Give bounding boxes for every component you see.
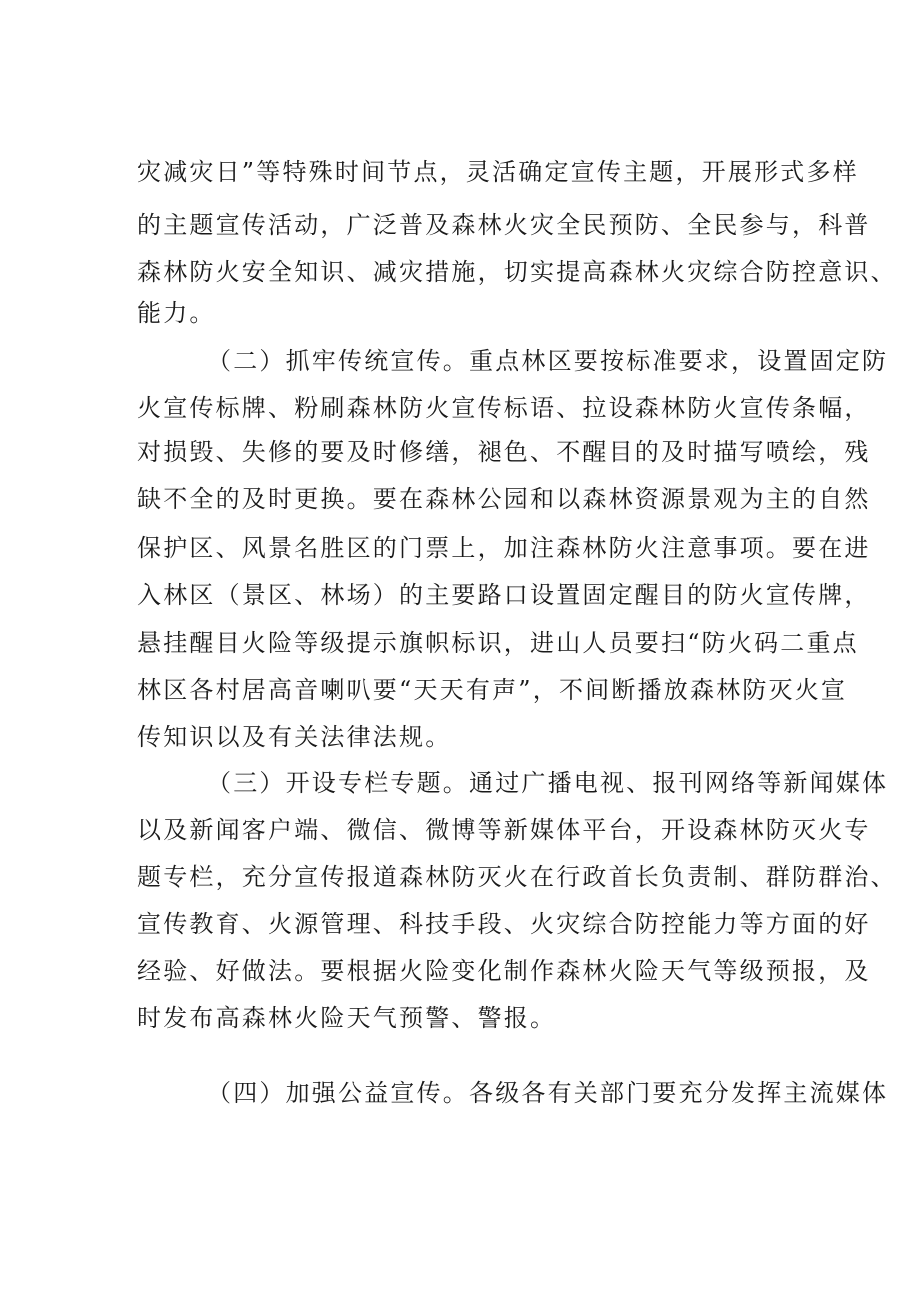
text-line: 时发布高森林火险天气预警、警报。 <box>137 1004 557 1032</box>
text-line: 宣传教育、火源管理、科技手段、火灾综合防控能力等方面的好 <box>137 910 871 938</box>
paragraph-heading-line: （四）加强公益宣传。各级各有关部门要充分发挥主流媒体 <box>207 1079 889 1107</box>
text-line: 题专栏，充分宣传报道森林防灭火在行政首长负责制、群防群治、 <box>137 863 897 891</box>
text-line: 火宣传标牌、粉刷森林防火宣传标语、拉设森林防火宣传条幅， <box>137 394 871 422</box>
text-line: 经验、好做法。要根据火险变化制作森林火险天气等级预报，及 <box>137 957 871 985</box>
text-line: 能力。 <box>137 299 216 327</box>
text-line: 悬挂醒目火险等级提示旗帜标识，进山人员要扫“防火码二重点 <box>137 629 859 657</box>
text-line: 林区各村居高音喇叭要“天天有声”，不间断播放森林防灭火宣 <box>137 676 848 704</box>
text-line: 的主题宣传活动，广泛普及森林火灾全民预防、全民参与，科普 <box>137 211 871 239</box>
text-line: 保护区、风景名胜区的门票上，加注森林防火注意事项。要在进 <box>137 534 871 562</box>
text-line: 传知识以及有关法律法规。 <box>137 723 452 751</box>
text-line: 灾减灾日”等特殊时间节点，灵活确定宣传主题，开展形式多样 <box>137 158 859 186</box>
paragraph-heading-line: （二）抓牢传统宣传。重点林区要按标准要求，设置固定防 <box>207 347 889 375</box>
text-line: 对损毁、失修的要及时修缮，褪色、不醒目的及时描写喷绘，残 <box>137 438 871 466</box>
text-line: 入林区（景区、林场）的主要路口设置固定醒目的防火宣传牌， <box>137 581 871 609</box>
text-line: 缺不全的及时更换。要在森林公园和以森林资源景观为主的自然 <box>137 485 871 513</box>
paragraph-heading-line: （三）开设专栏专题。通过广播电视、报刊网络等新闻媒体 <box>207 769 889 797</box>
text-line: 森林防火安全知识、减灾措施，切实提高森林火灾综合防控意识、 <box>137 258 897 286</box>
text-line: 以及新闻客户端、微信、微博等新媒体平台，开设森林防灭火专 <box>137 816 871 844</box>
